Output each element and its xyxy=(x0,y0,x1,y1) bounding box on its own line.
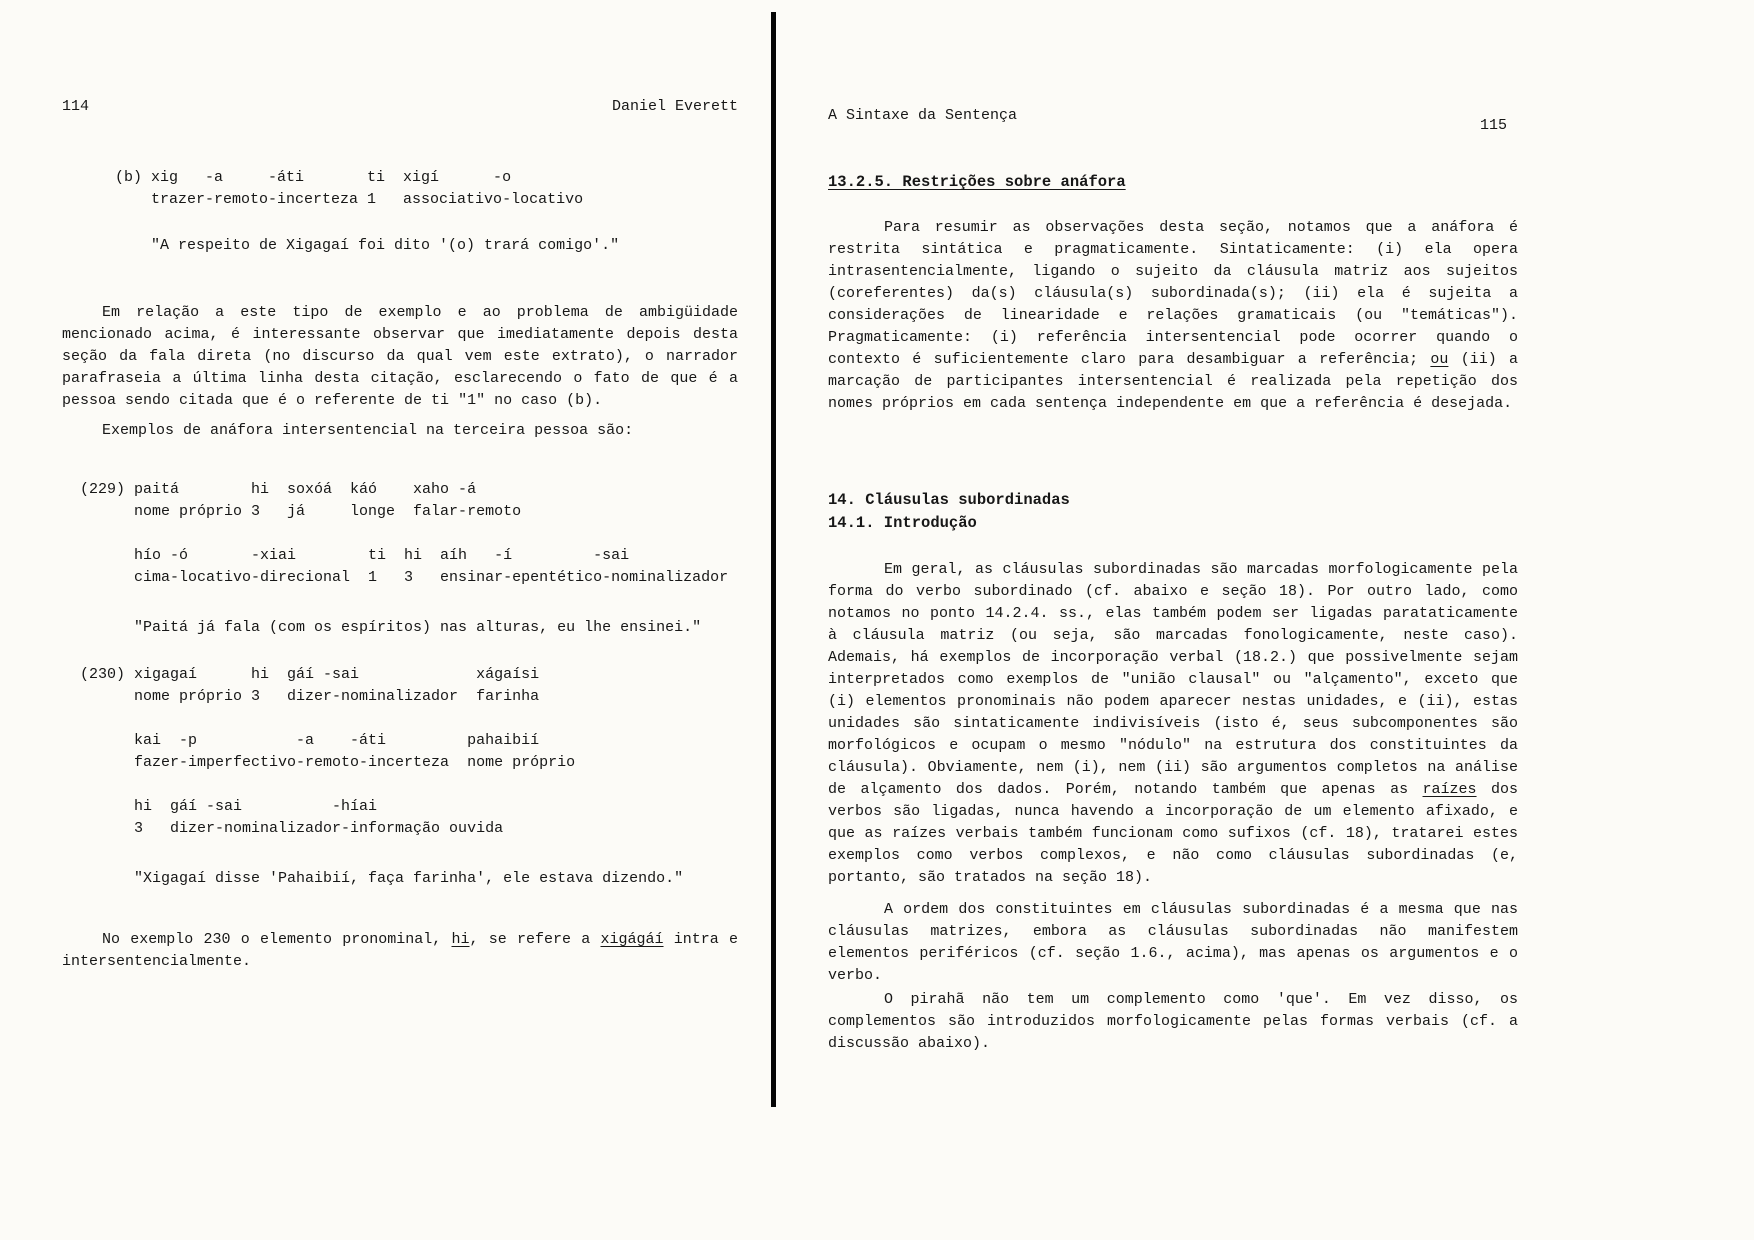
closing-text: No exemplo 230 o elemento pronominal, xyxy=(102,931,452,948)
anaphora-text: Para resumir as observações desta seção, notamos que a anáfora é restrita sintática e pragmaticamente. Sintaticamente: (i) ela opera intrasentencialmente, ligando o sujeito da cláusula matriz aos sujeitos (coreferentes) da(s) cláusula(s) subordinada(s); (ii) ela é sujeita a considerações de linearidade e relações gramaticais (ou "temáticas"). Pragmaticamente: (i) referência intersentencial pode ocorrer quando o contexto é suficientemente claro para desambiguar a referência; xyxy=(828,219,1518,368)
section-14-heading: 14. Cláusulas subordinadas xyxy=(828,491,1070,509)
example-230 xyxy=(80,664,683,890)
example-b xyxy=(115,167,619,257)
closing-text: intra e intersentencialmente. xyxy=(62,931,739,970)
closing-text: , se refere a xyxy=(469,931,601,948)
example-230-translation: "Xigagaí disse 'Pahaibií, faça farinha', ele estava dizendo." xyxy=(80,870,684,887)
underlined-term-xigagai: xigágáí xyxy=(600,931,664,948)
section-14-1-paragraph xyxy=(828,559,1518,889)
example-230-gloss-line: kai -p -a -áti pahaibií xyxy=(80,732,540,749)
underlined-term-raizes: raízes xyxy=(1422,781,1477,798)
section-13-2-5-paragraph xyxy=(828,217,1518,415)
example-229-gloss-line: cima-locativo-direcional 1 3 ensinar-epentético-nominalizador xyxy=(80,569,729,586)
example-229-gloss-line: nome próprio 3 já longe falar-remoto xyxy=(80,503,522,520)
left-page xyxy=(0,0,771,1240)
example-229 xyxy=(80,479,728,639)
example-230-gloss-line: (230) xigagaí hi gáí -sai xágaísi xyxy=(80,666,540,683)
subordinate-clauses-text: dos verbos são ligadas, nunca havendo a incorporação de um elemento afixado, e que as raízes verbais também funcionam como sufixos (cf. 18), tratarei estes exemplos como verbos complexos, e não como cláusulas subordinadas (e, portanto, são tratados na seção 18). xyxy=(828,781,1518,886)
subordinate-clauses-text: Em geral, as cláusulas subordinadas são marcadas morfologicamente pela forma do verbo subordinado (cf. abaixo e seção 18). Por outro lado, como notamos no ponto 14.2.4. ss., elas também podem ser ligadas parataticamente à cláusula matriz (ou seja, são marcadas fonologicamente, neste caso). Ademais, há exemplos de incorporação verbal (18.2.) que possivelmente sejam interpretados como exemplos de "união clausal" ou "alçamento", exceto que (i) elementos pronominais não podem aparecer nestas unidades, e (ii), estas unidades são sintaticamente indivisíveis (isto é, seus subcomponentes são morfológicos e ocupam o mesmo "nódulo" na estrutura dos constituintes da cláusula). Obviamente, nem (i), nem (ii) são argumentos completos na análise de alçamento dos dados. Porém, notando também que apenas as xyxy=(828,561,1518,798)
example-b-gloss-line: (b) xig -a -áti ti xigí -o xyxy=(115,169,512,186)
left-page-header xyxy=(62,97,738,117)
underlined-term-ou: ou xyxy=(1430,351,1449,368)
example-230-gloss-line: nome próprio 3 dizer-nominalizador farinha xyxy=(80,688,540,705)
right-page xyxy=(776,0,1754,1240)
example-230-gloss-line: fazer-imperfectivo-remoto-incerteza nome próprio xyxy=(80,754,576,771)
left-page-number: 114 xyxy=(62,98,90,115)
constituent-order-paragraph: A ordem dos constituintes em cláusulas subordinadas é a mesma que nas cláusulas matrizes, embora as cláusulas subordinadas não manifestem elementos periféricos (cf. seção 1.6., acima), mas apenas os argumentos e o verbo. xyxy=(828,901,1518,984)
left-running-header: Daniel Everett xyxy=(611,98,738,115)
right-page-number: 115 xyxy=(1480,117,1508,134)
left-paragraph-2: Exemplos de anáfora intersentencial na terceira pessoa são: xyxy=(102,422,634,439)
example-b-translation: "A respeito de Xigagaí foi dito '(o) trará comigo'." xyxy=(115,237,620,254)
anaphora-text: (ii) a marcação de participantes intersentencial é realizada pela repetição dos nomes próprios em cada sentença independente em que a referência é desejada. xyxy=(828,351,1519,412)
example-229-gloss-line: (229) paitá hi soxóá káó xaho -á xyxy=(80,481,477,498)
right-running-header: A Sintaxe da Sentença xyxy=(828,107,1018,124)
section-14-1-subheading: 14.1. Introdução xyxy=(828,514,977,532)
section-13-2-5-heading: 13.2.5. Restrições sobre anáfora xyxy=(828,173,1126,191)
example-229-gloss-line: hío -ó -xiai ti hi aíh -í -sai xyxy=(80,547,630,564)
example-b-gloss-line: trazer-remoto-incerteza 1 associativo-locativo xyxy=(115,191,584,208)
left-paragraph-1: Em relação a este tipo de exemplo e ao problema de ambigüidade mencionado acima, é interessante observar que imediatamente depois desta seção da fala direta (no discurso da qual vem este extrato), o narrador parafraseia a última linha desta citação, esclarecendo o fato de que é a pessoa sendo citada que é o referente de ti "1" no caso (b). xyxy=(62,304,738,409)
example-230-gloss-line: hi gáí -sai -híai xyxy=(80,798,378,815)
left-closing-paragraph xyxy=(62,929,738,973)
example-229-translation: "Paitá já fala (com os espíritos) nas alturas, eu lhe ensinei." xyxy=(80,619,702,636)
underlined-term-hi: hi xyxy=(451,931,470,948)
piraha-complement-paragraph: O pirahã não tem um complemento como 'que'. Em vez disso, os complementos são introduzidos morfologicamente pelas formas verbais (cf. a discussão abaixo). xyxy=(828,991,1518,1052)
example-230-gloss-line: 3 dizer-nominalizador-informação ouvida xyxy=(80,820,504,837)
